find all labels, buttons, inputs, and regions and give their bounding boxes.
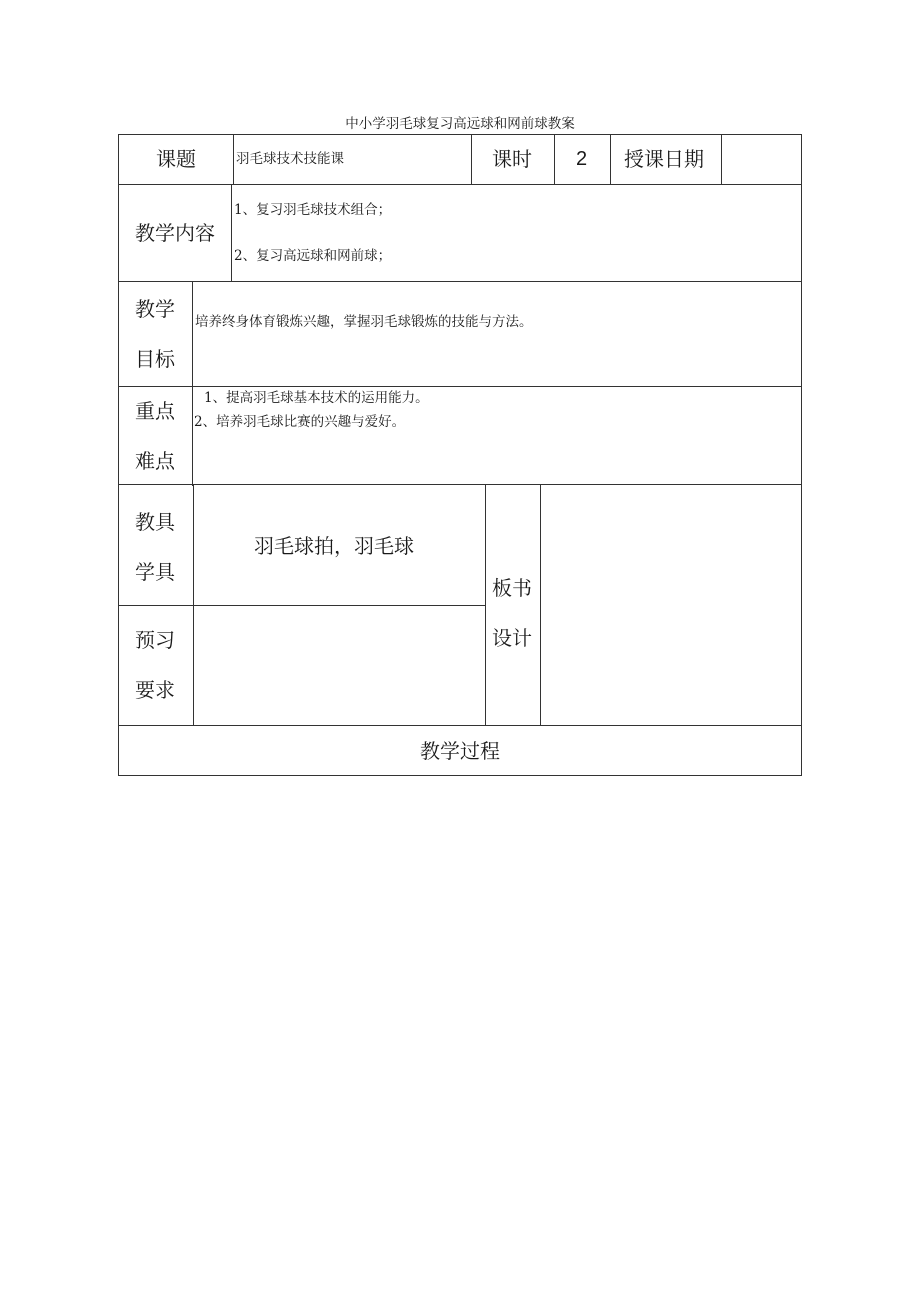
- col-divider: [233, 134, 234, 184]
- col-divider: [610, 134, 611, 184]
- board-design-label-line1: 板书: [492, 576, 532, 600]
- table-left-border: [118, 134, 119, 776]
- class-hours-label: 课时: [492, 147, 532, 171]
- teaching-content-item-2: 2、复习高远球和网前球；: [234, 248, 392, 264]
- teaching-goal-label-line2: 目标: [135, 347, 175, 371]
- table-top-border: [118, 134, 802, 135]
- row-divider: [118, 386, 802, 387]
- key-points-label-line1: 重点: [135, 399, 175, 423]
- teaching-process-label: 教学过程: [420, 739, 500, 763]
- preview-requirements-label-line1: 预习: [135, 628, 175, 652]
- topic-label: 课题: [156, 147, 196, 171]
- key-points-label: [135, 386, 195, 486]
- teaching-content-item-1: 1、复习羽毛球技术组合；: [234, 202, 392, 218]
- col-divider: [471, 134, 472, 184]
- row-divider: [118, 281, 802, 282]
- document-title: 中小学羽毛球复习高远球和网前球教案: [345, 116, 575, 132]
- teaching-goal-text: 培养终身体育锻炼兴趣，掌握羽毛球锻炼的技能与方法。: [195, 314, 533, 330]
- key-point-item-2: 2、培养羽毛球比赛的兴趣与爱好。: [194, 414, 406, 430]
- teaching-date-label: 授课日期: [624, 147, 704, 171]
- class-hours-value: 2: [576, 148, 588, 170]
- col-divider: [485, 484, 486, 725]
- preview-requirements-label-line2: 要求: [135, 678, 175, 702]
- teaching-content-label: 教学内容: [135, 221, 215, 245]
- col-divider: [231, 184, 232, 281]
- col-divider: [554, 134, 555, 184]
- table-bottom-border: [118, 775, 802, 776]
- row-divider: [118, 484, 802, 485]
- col-divider: [721, 134, 722, 184]
- row-divider: [118, 184, 802, 185]
- teaching-aids-label: [135, 497, 195, 597]
- row-divider: [118, 725, 802, 726]
- teaching-aids-label-line1: 教具: [135, 510, 175, 534]
- board-design-label: [492, 563, 552, 663]
- teaching-aids-label-line2: 学具: [135, 560, 175, 584]
- key-point-item-1: 1、提高羽毛球基本技术的运用能力。: [204, 390, 429, 406]
- teaching-goal-label: [135, 284, 195, 384]
- preview-requirements-label: [135, 615, 195, 715]
- key-points-label-line2: 难点: [135, 449, 175, 473]
- teaching-aids-text: 羽毛球拍，羽毛球: [254, 534, 414, 558]
- board-design-label-line2: 设计: [492, 626, 532, 650]
- row-divider: [118, 605, 485, 606]
- teaching-goal-label-line1: 教学: [135, 297, 175, 321]
- topic-value: 羽毛球技术技能课: [236, 151, 344, 167]
- table-right-border: [801, 134, 802, 776]
